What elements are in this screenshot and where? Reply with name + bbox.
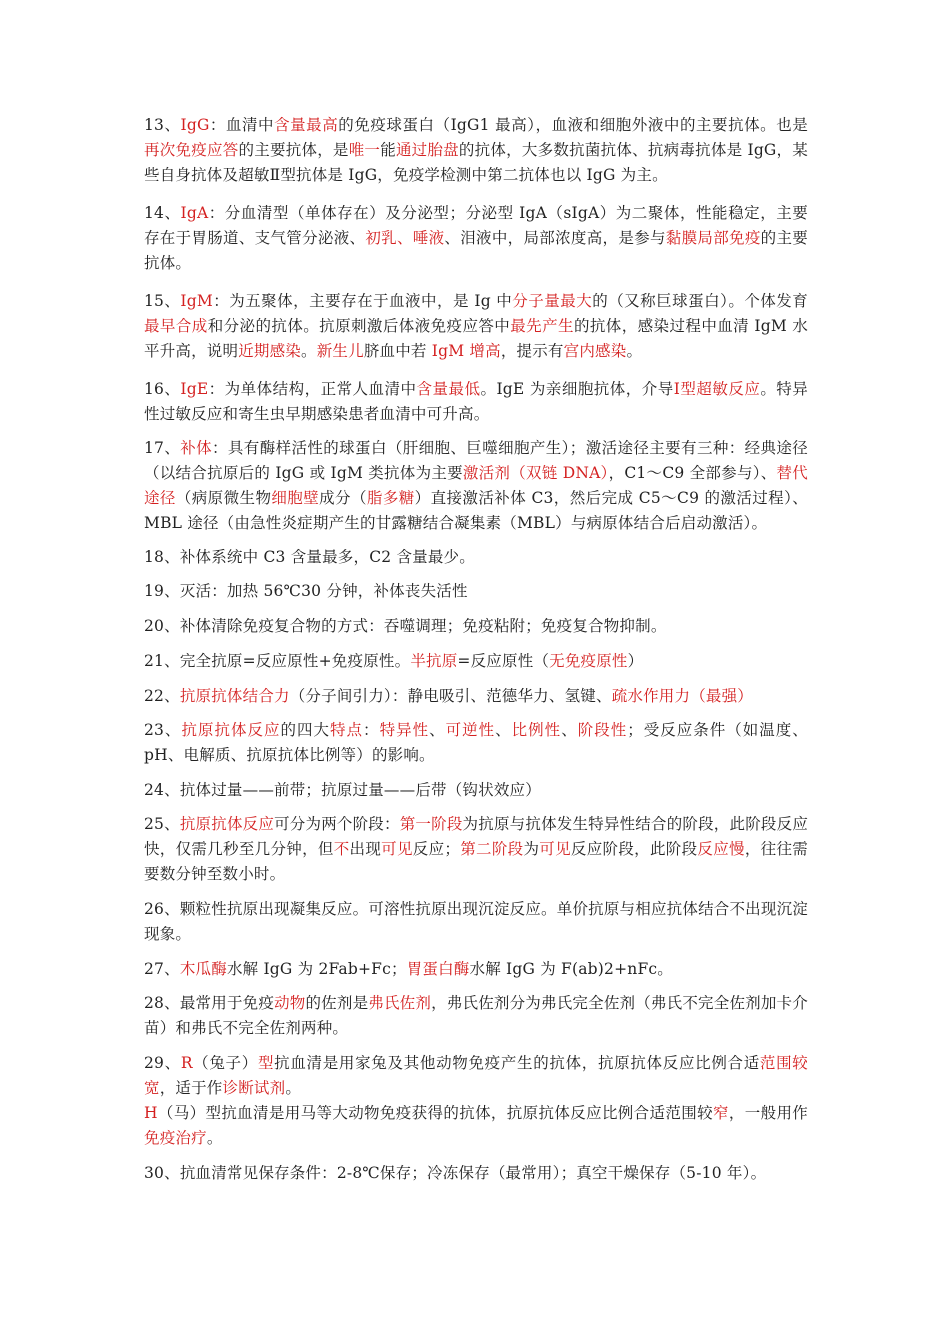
body-text: 的抗体，大多数抗菌抗体、抗病毒抗体是 IgG，某些自身抗体及超敏Ⅱ型抗体是 IgG，免疫学检测中第二抗体也以 IgG 为主。	[144, 141, 809, 184]
paragraph-14	[144, 201, 808, 276]
paragraph-23	[144, 718, 808, 768]
paragraph-15	[144, 289, 808, 364]
highlight-text: 窄	[712, 1104, 729, 1122]
body-text: 17、	[144, 439, 181, 457]
body-text: 。	[285, 1079, 302, 1097]
highlight-text: 黏膜局部免疫	[665, 229, 761, 247]
body-text: 为	[523, 840, 540, 858]
paragraph-22	[144, 684, 808, 709]
body-text: ，C1～C9 全部参与）、	[608, 464, 777, 482]
body-text: ；受反应条件（如温度、pH、电解质、抗原抗体比例等）的影响。	[144, 721, 809, 764]
body-text: 出现	[349, 840, 382, 858]
highlight-text: 可见	[539, 840, 571, 858]
highlight-text: H	[144, 1104, 158, 1122]
body-text: 水解 IgG 为 2Fab+Fc；	[226, 960, 407, 978]
highlight-text: 含量最高	[274, 116, 339, 134]
body-text: （马）型抗血清是用马等大动物免疫获得的抗体，抗原抗体反应比例合适范围较	[157, 1104, 713, 1122]
body-text: 的抗体，感染过程中血清 IgM 水平升高，说明	[144, 317, 808, 360]
body-text: 14、	[144, 204, 181, 222]
body-text: 反应阶段，此阶段	[570, 840, 698, 858]
highlight-text: IgM	[180, 292, 213, 310]
highlight-text: 阶段性	[577, 721, 628, 739]
body-text: 。特异性过敏反应和寄生虫早期感染患者血清中可升高。	[144, 380, 808, 423]
highlight-text: 最先产生	[510, 317, 574, 335]
body-text: （兔子）	[192, 1054, 258, 1072]
body-text: 的主要抗体。	[144, 229, 808, 272]
body-text: 、	[495, 721, 512, 739]
body-text: =反应原性（	[457, 652, 550, 670]
body-text: 24、抗体过量——前带；抗原过量——后带（钩状效应）	[144, 781, 541, 799]
highlight-text: 含量最低	[416, 380, 481, 398]
paragraph-16	[144, 377, 808, 427]
paragraph-21	[144, 649, 808, 674]
body-text: 水解 IgG 为 F(ab)2+nFc。	[469, 960, 674, 978]
body-text: ：具有酶样活性的球蛋白（肝细胞、巨噬细胞产生）；激活途径主要有三种：经典途径（以结合抗原后的 IgG 或 IgM 类抗体为主要	[144, 439, 809, 482]
highlight-text: 特点	[330, 721, 364, 739]
highlight-text: IgG	[180, 116, 210, 134]
body-text: ，往往需要数分钟至数小时。	[144, 840, 808, 883]
highlight-text: 木瓜酶	[179, 960, 227, 978]
body-text: 21、完全抗原=反应原性+免疫原性。	[144, 652, 411, 670]
highlight-text: 半抗原	[410, 652, 458, 670]
highlight-text: 新生儿	[316, 342, 364, 360]
body-text: 可分为两个阶段：	[274, 815, 400, 833]
paragraph-20	[144, 614, 808, 639]
highlight-text: IgM 增高	[431, 342, 501, 360]
highlight-text: 疏水作用力（最强）	[611, 687, 753, 705]
highlight-text: 比例性	[511, 721, 562, 739]
body-text: ，适于作	[159, 1079, 223, 1097]
body-text: 26、颗粒性抗原出现凝集反应。可溶性抗原出现沉淀反应。单价抗原与相应抗体结合不出现沉淀现象。	[144, 900, 808, 943]
body-text: 反应；	[412, 840, 461, 858]
body-text: （分子间引力）：静电吸引、范德华力、氢键、	[289, 687, 612, 705]
body-text: 的（又称巨球蛋白）。个体发育	[592, 292, 808, 310]
highlight-text: 第一阶段	[399, 815, 463, 833]
highlight-text: 抗原抗体反应	[181, 721, 281, 739]
highlight-text: 动物	[274, 994, 306, 1012]
highlight-text: 不	[333, 840, 350, 858]
body-text: 25、	[144, 815, 180, 833]
highlight-text: 诊断试剂	[222, 1079, 286, 1097]
body-text: 30、抗血清常见保存条件：2-8℃保存；冷冻保存（最常用）；真空干燥保存（5-10 年）。	[144, 1164, 767, 1182]
body-text: ：血清中	[209, 116, 275, 134]
body-text: 的免疫球蛋白（IgG1 最高），血液和细胞外液中的主要抗体。也是	[338, 116, 808, 134]
highlight-text: 抗原抗体反应	[179, 815, 275, 833]
highlight-text: 第二阶段	[460, 840, 524, 858]
paragraph-30	[144, 1161, 808, 1186]
body-text: ：	[363, 721, 380, 739]
highlight-text: R	[180, 1054, 193, 1072]
highlight-text: 唯一	[348, 141, 381, 159]
paragraph-25	[144, 812, 808, 887]
body-text: 为抗原与抗体发生特异性结合的阶段，此阶段反应快，仅需几秒至几分钟，但	[144, 815, 809, 858]
highlight-text: 近期感染	[238, 342, 302, 360]
highlight-text: 抗原抗体结合力	[179, 687, 290, 705]
highlight-text: 型	[257, 1054, 275, 1072]
body-text: 29、	[144, 1054, 181, 1072]
paragraph-29b	[144, 1101, 808, 1151]
body-text: 成分（	[319, 489, 367, 507]
highlight-text: 可逆性	[445, 721, 496, 739]
body-text: 、	[561, 721, 578, 739]
body-text: 能	[380, 141, 396, 159]
highlight-text: 细胞壁	[271, 489, 320, 507]
body-text: 18、补体系统中 C3 含量最多，C2 含量最少。	[144, 548, 475, 566]
body-text: 。IgE 为亲细胞抗体，介导	[480, 380, 674, 398]
body-text: 20、补体清除免疫复合物的方式：吞噬调理；免疫粘附；免疫复合物抑制。	[144, 617, 667, 635]
paragraph-26	[144, 897, 808, 947]
body-text: （病原微生物	[175, 489, 272, 507]
highlight-text: IgA	[180, 204, 209, 222]
highlight-text: 替代途径	[144, 464, 808, 507]
body-text: ）	[627, 652, 644, 670]
body-text: 脐血中若	[363, 342, 432, 360]
highlight-text: 弗氏佐剂	[368, 994, 432, 1012]
paragraph-19	[144, 579, 808, 604]
body-text: 的主要抗体，是	[238, 141, 349, 159]
body-text: 27、	[144, 960, 180, 978]
highlight-text: 激活剂（双链 DNA）	[462, 464, 609, 482]
body-text: 。	[626, 342, 643, 360]
body-text: 28、最常用于免疫	[144, 994, 275, 1012]
body-text: 的四大	[280, 721, 331, 739]
highlight-text: 特异性	[379, 721, 430, 739]
body-text: 22、	[144, 687, 180, 705]
highlight-text: 再次免疫应答	[144, 141, 239, 159]
body-text: 的佐剂是	[305, 994, 369, 1012]
body-text: ：分血清型（单体存在）及分泌型；分泌型 IgA（sIgA）为二聚体，性能稳定，主要存在于胃肠道、支气管分泌液、	[144, 204, 809, 247]
body-text: 抗血清是用家兔及其他动物免疫产生的抗体，抗原抗体反应比例合适	[274, 1054, 760, 1072]
paragraph-17	[144, 436, 808, 536]
highlight-text: 最早合成	[144, 317, 208, 335]
paragraph-18	[144, 545, 808, 570]
body-text: 、泪液中，局部浓度高，是参与	[444, 229, 666, 247]
body-text: 16、	[144, 380, 181, 398]
body-text: 15、	[144, 292, 181, 310]
highlight-text: 范围较宽	[144, 1054, 808, 1097]
highlight-text: 分子量最大	[512, 292, 593, 310]
highlight-text: 胃蛋白酶	[406, 960, 470, 978]
highlight-text: 宫内感染	[563, 342, 627, 360]
body-text: 23、	[144, 721, 182, 739]
paragraph-28	[144, 991, 808, 1041]
highlight-text: 脂多糖	[366, 489, 415, 507]
body-text: 、	[429, 721, 446, 739]
paragraph-29	[144, 1051, 808, 1101]
body-text: 和分泌的抗体。抗原刺激后体液免疫应答中	[207, 317, 511, 335]
body-text: ：为五聚体，主要存在于血液中，是 Ig 中	[212, 292, 513, 310]
paragraph-24	[144, 778, 808, 803]
highlight-text: 通过胎盘	[395, 141, 459, 159]
body-text: 。	[206, 1129, 223, 1147]
body-text: ，一般用作	[728, 1104, 808, 1122]
highlight-text: 反应慢	[697, 840, 745, 858]
highlight-text: 补体	[180, 439, 213, 457]
body-text: ）直接激活补体 C3，然后完成 C5～C9 的激活过程）、MBL 途径（由急性炎症期产生的甘露糖结合凝集素（MBL）与病原体结合后启动激活）。	[144, 489, 808, 532]
highlight-text: IgE	[180, 380, 209, 398]
highlight-text: 免疫治疗	[144, 1129, 207, 1147]
body-text: ，提示有	[500, 342, 564, 360]
body-text: ：为单体结构，正常人血清中	[208, 380, 417, 398]
highlight-text: 初乳、唾液	[365, 229, 445, 247]
paragraph-27	[144, 957, 808, 982]
highlight-text: 可见	[381, 840, 413, 858]
paragraph-13	[144, 113, 808, 188]
highlight-text: 无免疫原性	[549, 652, 628, 670]
highlight-text: Ⅰ型超敏反应	[673, 380, 761, 398]
body-text: 19、灭活：加热 56℃30 分钟，补体丧失活性	[144, 582, 468, 600]
body-text: 。	[301, 342, 317, 360]
body-text: ，弗氏佐剂分为弗氏完全佐剂（弗氏不完全佐剂加卡介苗）和弗氏不完全佐剂两种。	[144, 994, 808, 1037]
body-text: 13、	[144, 116, 181, 134]
